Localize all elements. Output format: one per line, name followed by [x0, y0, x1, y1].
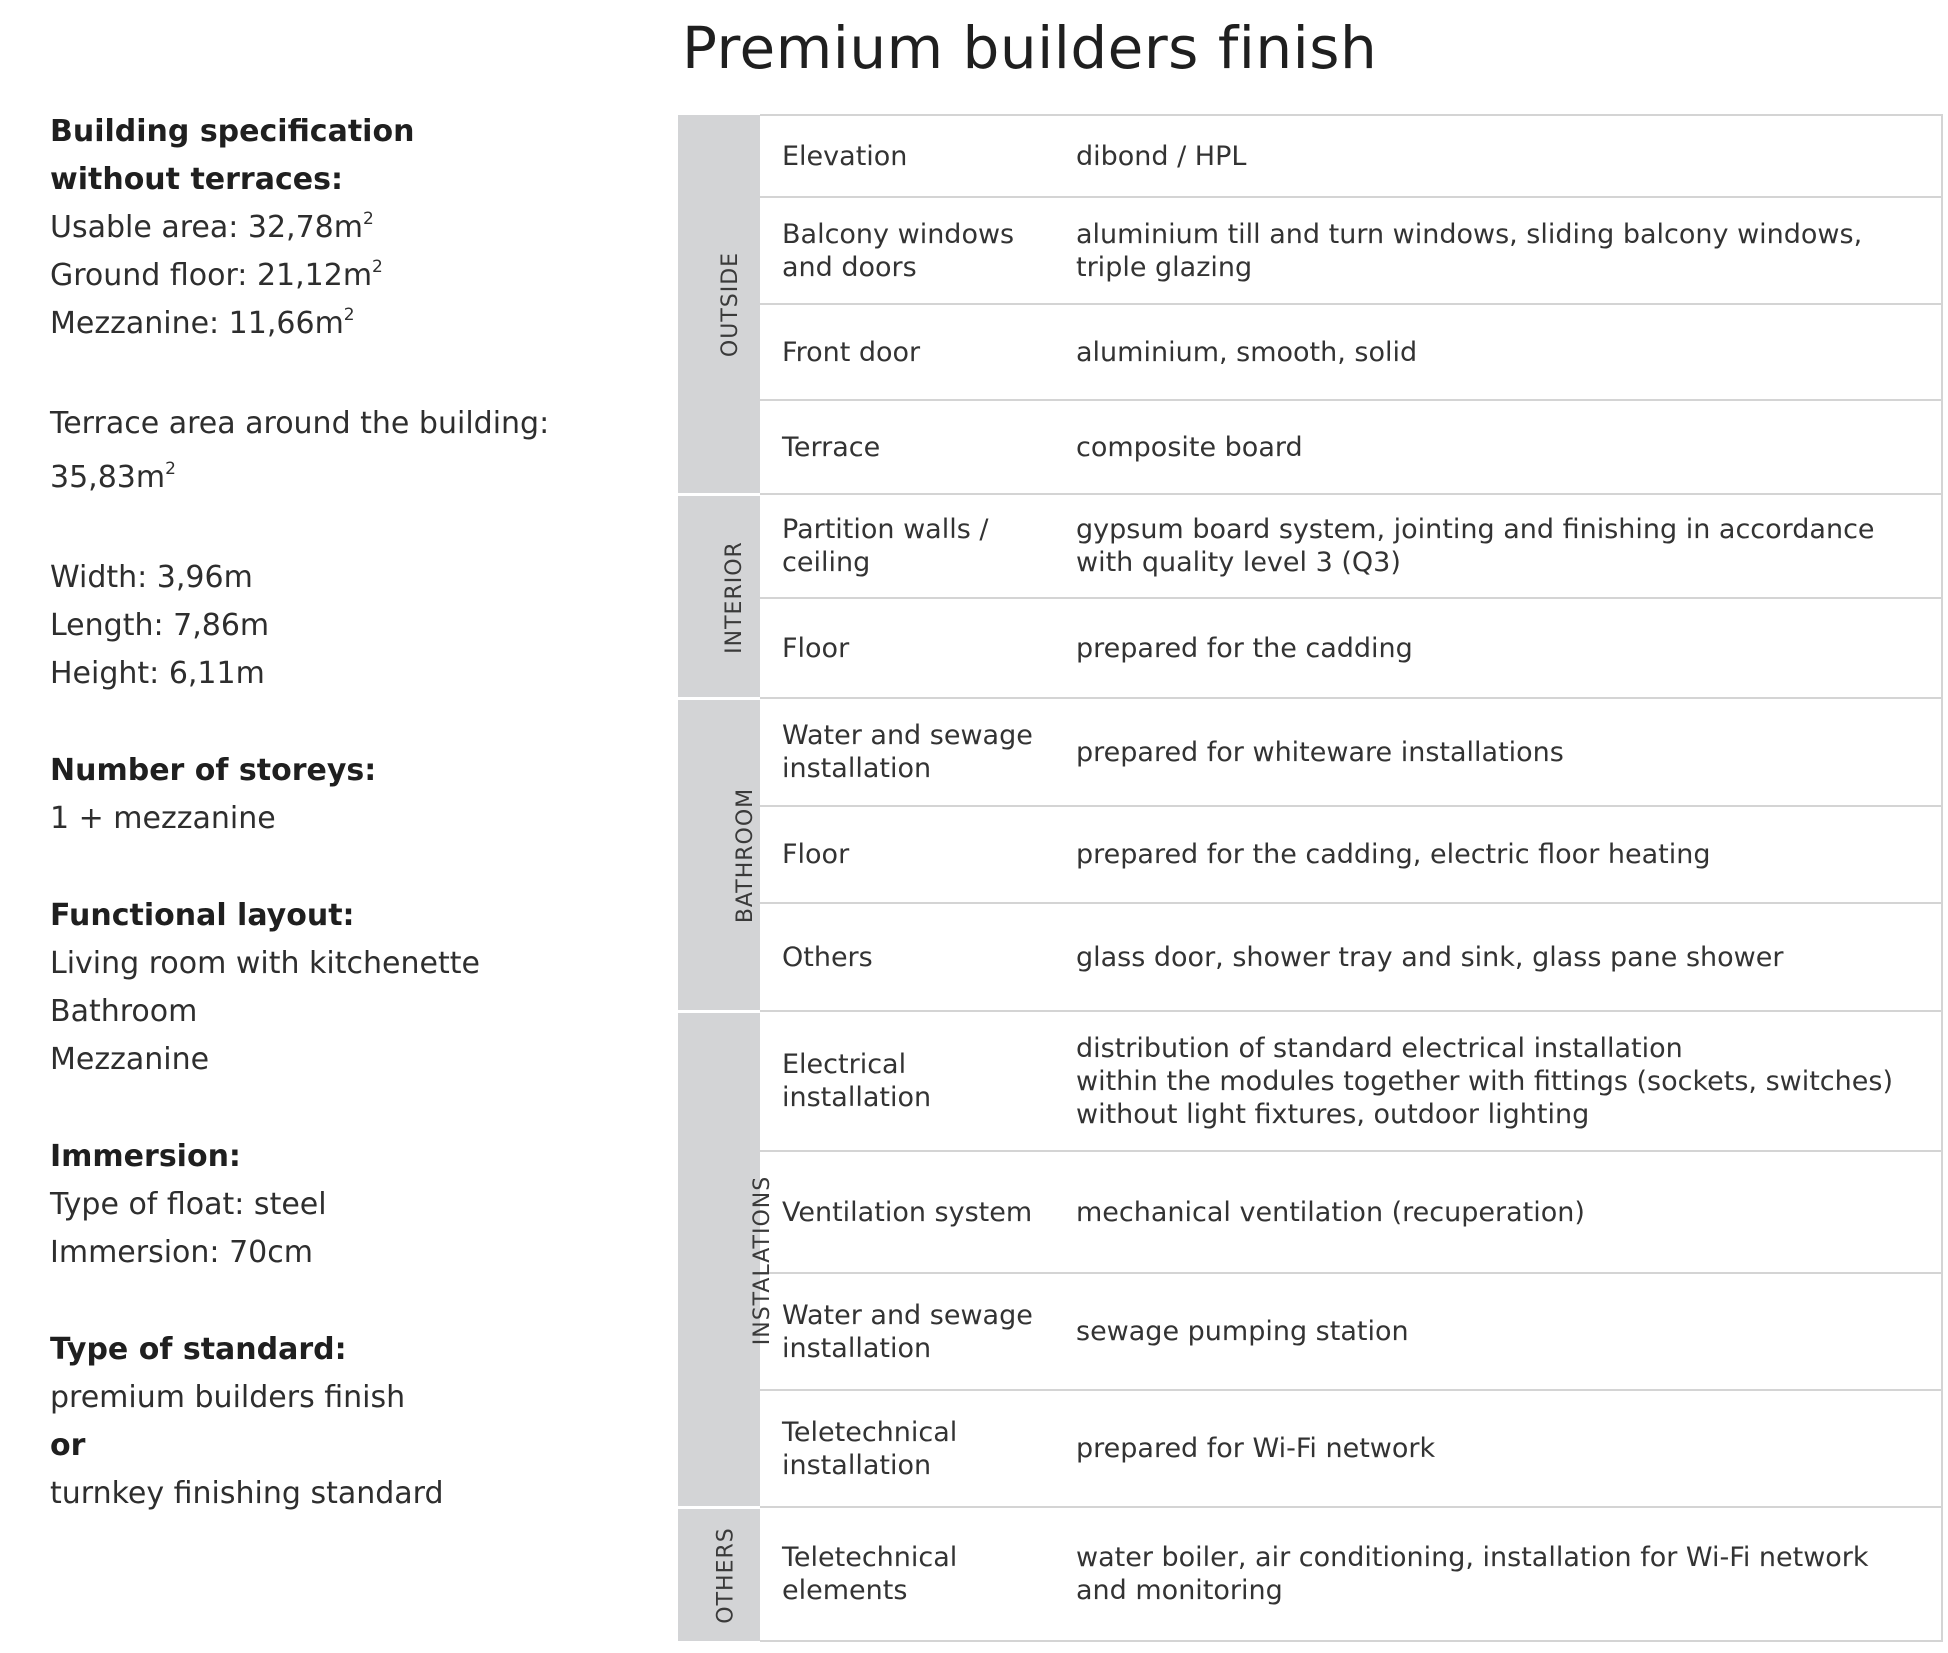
section-label-instalations: INSTALATIONS	[678, 1011, 760, 1507]
section-label-interior: INTERIOR	[678, 494, 760, 698]
layout-block	[50, 892, 630, 1084]
row-value: prepared for the cadding	[1072, 598, 1942, 698]
height-value: Height: 6,11m	[50, 656, 265, 691]
row-value: prepared for whiteware installations	[1072, 698, 1942, 806]
mezzanine-area: Mezzanine: $11,66m^2$	[50, 305, 355, 341]
building-spec-block	[50, 108, 630, 348]
section-label-bathroom: BATHROOM	[678, 698, 760, 1011]
table-row	[678, 494, 1942, 598]
row-item: Balcony windows and doors	[760, 197, 1072, 304]
row-item: Others	[760, 903, 1072, 1011]
table-row	[678, 903, 1942, 1011]
specification-table	[678, 114, 1943, 1642]
table-row	[678, 598, 1942, 698]
terrace-label: Terrace area around the building:	[50, 406, 550, 441]
table-row	[678, 1273, 1942, 1390]
storeys-block	[50, 747, 630, 843]
building-spec-heading-1: Building specification	[50, 114, 415, 149]
standard-heading: Type of standard:	[50, 1332, 347, 1367]
standard-or: or	[50, 1428, 86, 1463]
section-label-others: OTHERS	[678, 1507, 760, 1641]
row-item: Terrace	[760, 400, 1072, 494]
usable-area: Usable area: $32,78m^2$	[50, 209, 374, 245]
immersion-depth: Immersion: 70cm	[50, 1235, 313, 1270]
layout-item: Mezzanine	[50, 1042, 210, 1077]
row-item: Water and sewage installation	[760, 1273, 1072, 1390]
row-value: composite board	[1072, 400, 1942, 494]
row-item: Electrical installation	[760, 1011, 1072, 1151]
row-value: prepared for the cadding, electric floor heating	[1072, 806, 1942, 903]
building-summary	[50, 108, 630, 1567]
storeys-value: 1 + mezzanine	[50, 801, 276, 836]
standard-block	[50, 1326, 630, 1518]
layout-item: Bathroom	[50, 994, 198, 1029]
storeys-heading: Number of storeys:	[50, 753, 377, 788]
row-item: Teletechnical installation	[760, 1390, 1072, 1507]
ground-floor-area: Ground floor: $21,12m^2$	[50, 257, 383, 293]
row-item: Elevation	[760, 115, 1072, 197]
immersion-block	[50, 1133, 630, 1277]
row-item: Floor	[760, 598, 1072, 698]
terrace-block	[50, 397, 630, 505]
row-value: mechanical ventilation (recuperation)	[1072, 1151, 1942, 1273]
layout-heading: Functional layout:	[50, 898, 355, 933]
row-item: Partition walls / ceiling	[760, 494, 1072, 598]
dimensions-block	[50, 554, 630, 698]
table-row	[678, 197, 1942, 304]
row-value: water boiler, air conditioning, installation for Wi-Fi network and monitoring	[1072, 1507, 1942, 1641]
float-type: Type of float: steel	[50, 1187, 327, 1222]
row-item: Teletechnical elements	[760, 1507, 1072, 1641]
page-title: Premium builders finish	[682, 14, 1378, 82]
table-row	[678, 115, 1942, 197]
table-row	[678, 1507, 1942, 1641]
row-value: prepared for Wi-Fi network	[1072, 1390, 1942, 1507]
table-row	[678, 1011, 1942, 1151]
row-value: aluminium, smooth, solid	[1072, 304, 1942, 400]
table-row	[678, 1151, 1942, 1273]
terrace-area: $35,83m^2$	[50, 459, 176, 495]
standard-option-2: turnkey finishing standard	[50, 1476, 444, 1511]
row-value: gypsum board system, jointing and finishing in accordance with quality level 3 (Q3)	[1072, 494, 1942, 598]
length-value: Length: 7,86m	[50, 608, 270, 643]
row-item: Floor	[760, 806, 1072, 903]
table-row	[678, 1390, 1942, 1507]
section-label-outside: OUTSIDE	[678, 115, 760, 494]
row-item: Water and sewage installation	[760, 698, 1072, 806]
table-row	[678, 698, 1942, 806]
immersion-heading: Immersion:	[50, 1139, 241, 1174]
table-row	[678, 304, 1942, 400]
width-value: Width: 3,96m	[50, 560, 253, 595]
row-value: dibond / HPL	[1072, 115, 1942, 197]
row-value: distribution of standard electrical installation within the modules together with fittings (sockets, switches) without light fixtures, outdoor lighting	[1072, 1011, 1942, 1151]
building-spec-heading-2: without terraces:	[50, 162, 343, 197]
layout-item: Living room with kitchenette	[50, 946, 480, 981]
row-value: sewage pumping station	[1072, 1273, 1942, 1390]
row-value: aluminium till and turn windows, sliding balcony windows, triple glazing	[1072, 197, 1942, 304]
row-value: glass door, shower tray and sink, glass pane shower	[1072, 903, 1942, 1011]
row-item: Ventilation system	[760, 1151, 1072, 1273]
standard-option-1: premium builders finish	[50, 1380, 406, 1415]
table-row	[678, 400, 1942, 494]
row-item: Front door	[760, 304, 1072, 400]
table-row	[678, 806, 1942, 903]
